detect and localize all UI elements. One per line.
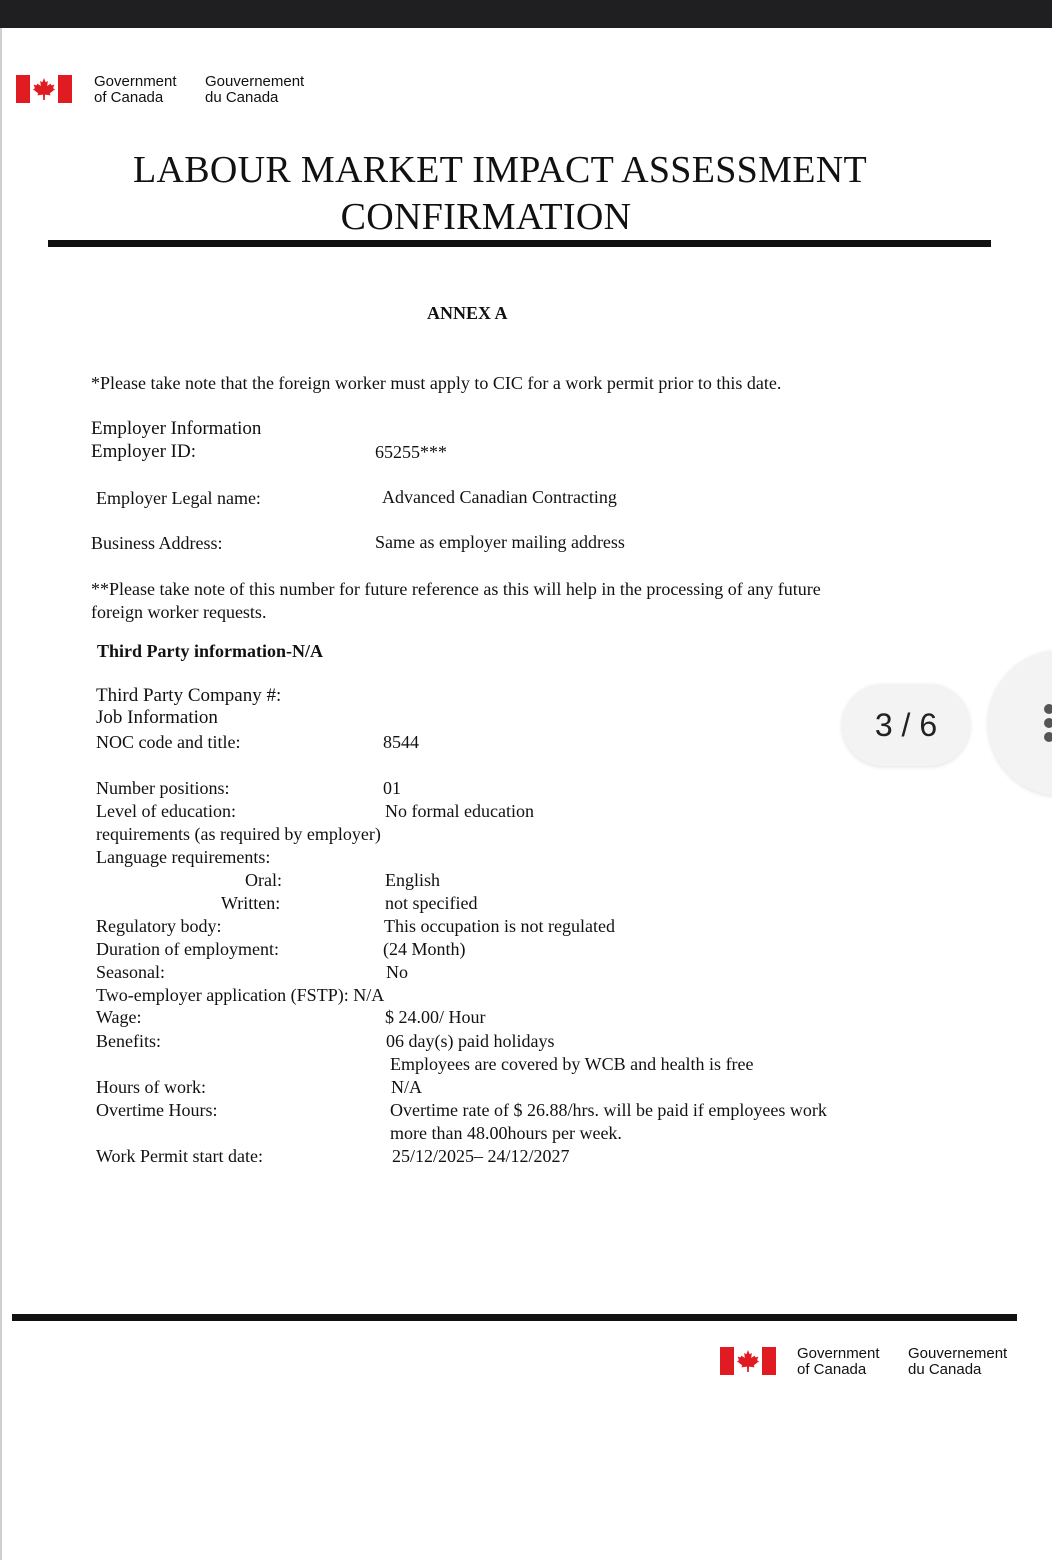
- noc-value: 8544: [383, 732, 419, 752]
- written-value: not specified: [385, 893, 478, 913]
- more-vertical-icon[interactable]: [988, 650, 1052, 796]
- hours-label: Hours of work:: [96, 1077, 206, 1097]
- employer-id-value: 65255***: [375, 442, 447, 462]
- positions-value: 01: [383, 778, 401, 798]
- page-edge: [0, 28, 2, 1560]
- seasonal-label: Seasonal:: [96, 962, 165, 982]
- regulatory-label: Regulatory body:: [96, 916, 222, 936]
- employer-legal-name-label: Employer Legal name:: [96, 488, 261, 508]
- employer-legal-name-value: Advanced Canadian Contracting: [382, 487, 617, 507]
- business-address-label: Business Address:: [91, 533, 223, 553]
- education-label: Level of education:: [96, 801, 236, 821]
- footer-divider: [12, 1314, 1017, 1321]
- written-label: Written:: [221, 893, 281, 913]
- employer-id-label: Employer ID:: [91, 441, 197, 462]
- permit-start-value: 25/12/2025– 24/12/2027: [392, 1146, 570, 1166]
- document-title-line2: CONFIRMATION: [340, 196, 632, 238]
- language-label: Language requirements:: [96, 847, 271, 867]
- wage-label: Wage:: [96, 1007, 142, 1027]
- permit-start-label: Work Permit start date:: [96, 1146, 264, 1166]
- education-label-cont: requirements (as required by employer): [96, 824, 381, 844]
- employer-section-title: Employer Information: [91, 418, 262, 439]
- positions-label: Number positions:: [96, 778, 230, 798]
- page-counter: 3 / 6: [842, 684, 970, 766]
- canada-flag-icon-footer: [720, 1347, 776, 1375]
- fstp-line: Two-employer application (FSTP): N/A: [96, 985, 385, 1005]
- gov-en-wordmark: Government of Canada: [94, 73, 177, 106]
- footer-gov-fr-wordmark: Gouvernement du Canada: [908, 1345, 1008, 1378]
- annex-heading: ANNEX A: [427, 303, 508, 323]
- oral-label: Oral:: [245, 870, 282, 890]
- noc-label: NOC code and title:: [96, 732, 241, 752]
- job-section-title: Job Information: [96, 707, 218, 728]
- seasonal-value: No: [386, 962, 408, 982]
- benefits-value-1: 06 day(s) paid holidays: [386, 1031, 555, 1051]
- status-bar: [0, 0, 1052, 28]
- duration-label: Duration of employment:: [96, 939, 279, 959]
- title-divider: [48, 240, 991, 247]
- gov-fr-wordmark: Gouvernement du Canada: [205, 73, 305, 106]
- canada-flag-icon: [16, 75, 72, 103]
- overtime-value-1: Overtime rate of $ 26.88/hrs. will be paid if employees work: [390, 1100, 827, 1120]
- benefits-value-2: Employees are covered by WCB and health is free: [390, 1054, 754, 1074]
- duration-value: (24 Month): [383, 939, 466, 959]
- oral-value: English: [385, 870, 441, 890]
- overtime-label: Overtime Hours:: [96, 1100, 218, 1120]
- reference-note-line2: foreign worker requests.: [91, 602, 267, 622]
- footer-gov-en-wordmark: Government of Canada: [797, 1345, 880, 1378]
- business-address-value: Same as employer mailing address: [375, 532, 625, 552]
- wage-value: $ 24.00/ Hour: [385, 1007, 486, 1027]
- regulatory-value: This occupation is not regulated: [384, 916, 615, 936]
- document-title-line1: LABOUR MARKET IMPACT ASSESSMENT: [133, 149, 867, 191]
- education-value: No formal education: [385, 801, 534, 821]
- reference-note-line1: **Please take note of this number for future reference as this will help in the processing of any future: [91, 579, 821, 599]
- third-party-heading: Third Party information-N/A: [97, 641, 323, 661]
- overtime-value-2: more than 48.00hours per week.: [390, 1123, 622, 1143]
- work-permit-note: *Please take note that the foreign worker must apply to CIC for a work permit prior to this date.: [91, 373, 782, 393]
- third-party-company-label: Third Party Company #:: [96, 685, 282, 706]
- benefits-label: Benefits:: [96, 1031, 161, 1051]
- hours-value: N/A: [391, 1077, 422, 1097]
